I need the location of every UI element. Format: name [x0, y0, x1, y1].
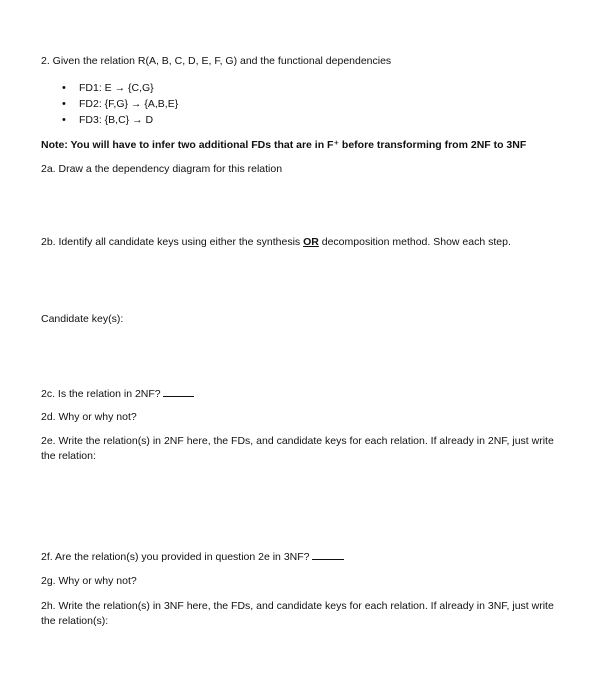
question-intro: 2. Given the relation R(A, B, C, D, E, F, G) and the functional dependencies: [41, 55, 392, 67]
part-2d: 2d. Why or why not?: [41, 411, 137, 423]
note-text: Note: You will have to infer two additional FDs that are in F⁺ before transforming from 2NF to 3NF: [41, 139, 527, 151]
bullet-icon: •: [62, 114, 66, 126]
part-2c: [41, 387, 579, 401]
fd-text: FD2: {F,G} → {A,B,E}: [79, 98, 179, 110]
fd-text: FD1: E → {C,G}: [79, 82, 154, 94]
part-2b-text-end: decomposition method. Show each step.: [318, 236, 511, 248]
fd-list-item: [62, 82, 154, 96]
fd-text: FD3: {B,C} → D: [79, 114, 154, 126]
part-2a: 2a. Draw a the dependency diagram for this relation: [41, 163, 283, 175]
answer-blank[interactable]: [163, 387, 194, 397]
bullet-icon: •: [62, 82, 66, 94]
part-2e: 2e. Write the relation(s) in 2NF here, the FDs, and candidate keys for each relation. If already in 2NF, just write the relation:: [41, 435, 554, 463]
part-2b-emphasis: OR: [303, 236, 319, 248]
part-2b: [41, 236, 579, 249]
part-2g: 2g. Why or why not?: [41, 575, 137, 587]
part-2h: 2h. Write the relation(s) in 3NF here, the FDs, and candidate keys for each relation. If already in 3NF, just write the relation(s):: [41, 600, 554, 628]
candidate-keys-label: Candidate key(s):: [41, 313, 124, 325]
answer-blank[interactable]: [312, 550, 344, 560]
part-2b-text: 2b. Identify all candidate keys using either the synthesis: [41, 236, 304, 248]
part-2f: [41, 550, 579, 564]
part-2f-text: 2f. Are the relation(s) you provided in question 2e in 3NF?: [41, 551, 310, 563]
fd-list-item: [62, 98, 178, 112]
bullet-icon: •: [62, 98, 66, 110]
fd-list-item: [62, 114, 153, 128]
part-2c-text: 2c. Is the relation in 2NF?: [41, 388, 161, 400]
